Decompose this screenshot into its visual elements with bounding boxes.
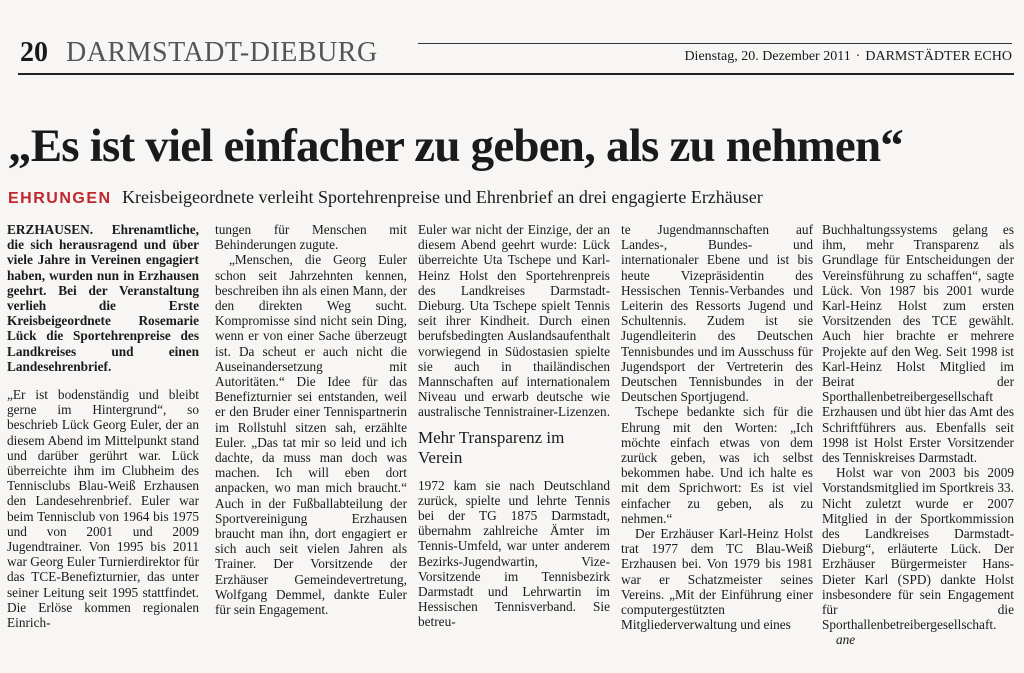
body-paragraph: „Menschen, die Georg Euler schon seit Jahrzehnten kennen, beschreiben ihn als einen Mann, der den direkten Weg sucht. Kompromisse sind nicht sein Ding, wenn er von einer Sache überzeugt ist. Da scheut er auch nicht die Auseinandersetzung mit Autoritäten.“ Die Idee für das Benefizturnier sei entstanden, weil er den Bruder einer Tennispartnerin im Rollstuhl sitzen sah, erzählte Euler. „Das tat mir so leid und ich dachte, da muss man doch was machen. Ich will eben dort anpacken, wo man mich braucht.“ Auch in der Fußballabteilung der Sportvereinigung Erzhausen braucht man ihn, dort engagiert er sich auch seit vielen Jahren als Trainer. Der Vorsitzende der Erzhäuser Gemeindevertretung, Wolfgang Demmel, dankte Euler für sein Engagement. [215, 252, 407, 618]
kicker: EHRUNGEN [8, 190, 112, 207]
section-title: DARMSTADT-DIEBURG [66, 37, 378, 68]
column-2 [215, 222, 407, 617]
header-bottom-rule [18, 73, 1014, 75]
body-paragraph: Euler war nicht der Einzige, der an diesem Abend geehrt wurde: Lück überreichte Uta Tschepe und Karl-Heinz Holst den Sportehrenpreis des Landkreises Darmstadt-Dieburg. Uta Tschepe spielt Tennis seit ihrer Kindheit. Durch einen berufsbedingten Auslandsaufenthalt vorwiegend in Südostasien spielte sie auch in thailändischen Mannschaften auf internationalem Niveau und erwarb deutsche wie australische Tennistrainer-Lizenzen. [418, 222, 611, 420]
body-paragraph: 1972 kam sie nach Deutschland zurück, spielte und lehrte Tennis bei der TG 1875 Darmstadt, übernahm zahlreiche Ämter im Tennis-Umfeld, war unter anderem Bezirks-Jugendwartin, Vize-Vorsitzende im Tennisbezirk Darmstadt und Lehrwartin im Hessischen Tennisverband. Sie betreu- [418, 477, 610, 630]
subhead: Mehr Transparenz im Verein [418, 427, 565, 467]
body-paragraph: Tschepe bedankte sich für die Ehrung mit den Worten: „Ich möchte einfach etwas von dem zurück geben, was ich selbst bekommen habe. Und ich halte es mit dem Sprichwort: Es ist viel einfacher zu geben, als zu nehmen.“ [621, 404, 813, 526]
subheadline: Kreisbeigeordnete verleiht Sportehrenpreise und Ehrenbrief an drei engagierte Erzhäuser [122, 187, 763, 207]
author-byline: ane [836, 632, 856, 648]
headline: „Es ist viel einfacher zu geben, als zu nehmen“ [8, 120, 903, 172]
body-paragraph: tungen für Menschen mit Behinderungen zugute. [215, 222, 407, 253]
publication-name: DARMSTÄDTER ECHO [865, 49, 1012, 64]
issue-date: Dienstag, 20. Dezember 2011 [684, 49, 851, 64]
page-number: 20 [20, 37, 48, 68]
body-paragraph: „Er ist bodenständig und bleibt gerne im Hintergrund“, so beschrieb Lück Georg Euler, der an diesem Abend im Mittelpunkt stand und darüber gerührt war. Lück überreichte ihm im Clubheim des Tennisclubs Blau-Weiß Erzhausen den Landesehrenbrief. Euler war beim Tennisclub von 1964 bis 1975 und von 2001 und 2009 Jugendtrainer. Von 1995 bis 2011 war Georg Euler Turnierdirektor für das TCE-Benefizturnier, das unter seiner Leitung seit 1995 stattfindet. Die Erlöse kommen regionalen Einrich- [7, 387, 199, 631]
column-1 [7, 222, 199, 630]
column-4 [621, 222, 813, 632]
kicker-line [8, 185, 1018, 211]
body-paragraph: Holst war von 2003 bis 2009 Vorstandsmitglied im Sportkreis 33. Nicht zuletzt wurde er 2007 Mitglied in der Sportkommission des Landkreises Darmstadt-Dieburg“, erläuterte Lück. Der Erzhäuser Bürgermeister Hans-Dieter Karl (SPD) dankte Holst insbesondere für sein Engagement für die Sporthallenbetreibergesellschaft. [822, 465, 1014, 633]
body-paragraph: Der Erzhäuser Karl-Heinz Holst trat 1977 dem TC Blau-Weiß Erzhausen bei. Von 1979 bis 1981 war er Schatzmeister seines Vereins. „Mit der Einführung einer computergestützten Mitgliederverwaltung und eines [621, 526, 813, 633]
date-line [684, 48, 1012, 66]
body-paragraph: Buchhaltungssystems gelang es ihm, mehr Transparenz als Grundlage für Entscheidungen der Vereinsführung zu schaffen“, sagte Lück. Von 1987 bis 2001 wurde Karl-Heinz Holst zum ersten Vorsitzenden des TCE gewählt. Auch hier brachte er mehrere Projekte auf den Weg. Seit 1998 ist Karl-Heinz Holst Mitglied im Beirat der Sporthallenbetreibergesellschaft Erzhausen und übt hier das Amt des Schriftführers aus. Ebenfalls seit 1998 ist Holst Erster Vorsitzender des Tenniskreises Darmstadt. [822, 222, 1014, 466]
body-paragraph: te Jugendmannschaften auf Landes-, Bundes- und internationaler Ebene und ist bis heute Vizepräsidentin des Hessischen Tennis-Verbandes und Leiterin des Ressorts Jugend und Schultennis. Zudem ist sie Jugendleiterin des Deutschen Tennisbundes und im Ausschuss für Jugendsport der Vertreterin des Deutschen Tennisbundes in der Deutschen Sportjugend. [621, 222, 813, 405]
column-3 [418, 222, 610, 630]
header-separator: · [855, 49, 861, 64]
lead-paragraph: ERZHAUSEN. Ehrenamtliche, die sich herausragend und über viele Jahre in Vereinen engagiert haben, wurden nun in Erzhausen geehrt. Bei der Veranstaltung verlieh die Erste Kreisbeigeordnete Rosemarie Lück die Sportehrenpreise des Landkreises und einen Landesehrenbrief. [7, 222, 199, 374]
column-5 [822, 222, 1014, 648]
page-header [18, 36, 1014, 76]
header-top-rule [418, 43, 1012, 44]
